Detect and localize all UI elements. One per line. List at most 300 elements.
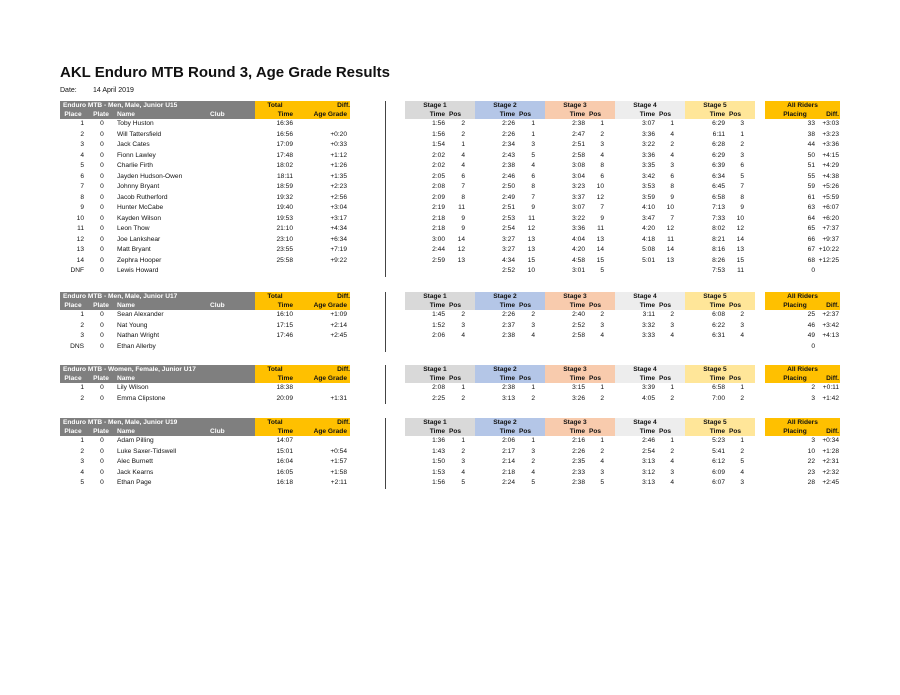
stage2-time-header: Time	[499, 375, 515, 382]
table-cell: 13	[76, 246, 84, 253]
table-row	[60, 161, 840, 172]
table-cell: 2:40	[572, 311, 585, 318]
stage2-time-header: Time	[499, 428, 515, 435]
time-header: Time	[277, 302, 293, 309]
table-cell: 0	[100, 235, 104, 243]
table-cell: 8:21	[712, 235, 725, 243]
table-cell: 19:32	[276, 193, 293, 201]
table-cell: 8:26	[712, 256, 725, 264]
table-cell: 16:10	[276, 311, 293, 318]
table-cell: Will Tattersfield	[117, 130, 162, 138]
table-row	[60, 321, 840, 332]
table-cell: 2	[600, 394, 604, 402]
table-cell: 3:53	[642, 183, 655, 190]
stage4-header: Stage 4	[633, 102, 657, 109]
plate-header: Plate	[93, 111, 109, 118]
table-cell: +3:17	[330, 214, 347, 222]
table-cell: 5	[461, 479, 465, 486]
total-header: Total	[267, 419, 283, 426]
table-cell: 7:33	[712, 214, 725, 222]
table-cell: Lily Wilson	[117, 384, 149, 391]
table-cell: 6	[80, 172, 84, 180]
results-section	[60, 101, 840, 277]
table-cell: 14	[666, 246, 674, 253]
stage4-time-header: Time	[639, 375, 655, 382]
stage4-pos-header: Pos	[658, 302, 672, 309]
table-cell: 2:51	[572, 141, 585, 148]
table-cell: 2:24	[502, 479, 515, 486]
table-cell: 2:46	[642, 437, 655, 444]
table-cell: +9:37	[822, 235, 839, 243]
table-cell: 14	[736, 235, 744, 243]
stage3-pos-header: Pos	[588, 302, 602, 309]
stage5-header: Stage 5	[703, 419, 727, 426]
table-cell: 1	[670, 437, 674, 444]
table-cell: 8:02	[712, 225, 725, 232]
table-cell: 13	[457, 256, 465, 264]
table-cell: 50	[807, 151, 815, 159]
diff-header: Diff.	[337, 293, 350, 300]
table-cell: 2:14	[502, 458, 515, 465]
table-cell: 3:11	[642, 311, 655, 318]
table-cell: 4	[80, 468, 84, 476]
table-cell: 1	[531, 437, 535, 444]
table-cell: 0	[100, 447, 104, 455]
table-cell: 6	[740, 162, 744, 169]
table-cell: 12	[527, 225, 535, 232]
table-row	[60, 478, 840, 489]
table-cell: 3	[740, 120, 744, 127]
table-cell: 2	[670, 141, 674, 148]
table-cell: 6:08	[712, 311, 725, 318]
table-cell: 0	[100, 321, 104, 329]
table-cell: +0:54	[330, 447, 347, 455]
stage3-time-header: Time	[569, 111, 585, 118]
table-cell: +2:45	[330, 332, 347, 339]
column-divider	[385, 365, 386, 404]
stage2-pos-header: Pos	[518, 302, 532, 309]
table-row	[60, 235, 840, 246]
placing-header: Placing	[783, 302, 807, 309]
table-cell: 2	[740, 141, 744, 148]
time-header: Time	[277, 111, 293, 118]
table-cell: 5:08	[642, 246, 655, 253]
table-cell: 14	[596, 246, 604, 253]
table-cell: 2:43	[502, 151, 515, 159]
table-cell: 6:28	[712, 141, 725, 148]
stage1-time-header: Time	[429, 111, 445, 118]
stage5-header: Stage 5	[703, 102, 727, 109]
table-cell: 21:10	[276, 225, 293, 232]
table-cell: DNS	[70, 342, 84, 350]
table-cell: 2:06	[502, 437, 515, 444]
table-cell: 2	[80, 447, 84, 455]
table-cell: 17:46	[276, 332, 293, 339]
table-cell: 6:22	[712, 321, 725, 329]
table-cell: 4	[80, 151, 84, 159]
stage3-time-header: Time	[569, 375, 585, 382]
table-cell: 2:18	[502, 468, 515, 476]
stage4-time-header: Time	[639, 302, 655, 309]
table-cell: 51	[807, 162, 815, 169]
table-cell: 17:48	[276, 151, 293, 159]
table-cell: 2:17	[502, 447, 515, 455]
table-cell: 3:39	[642, 384, 655, 391]
table-cell: Ethan Allerby	[117, 342, 156, 350]
table-cell: 12	[736, 225, 744, 232]
table-cell: 2:49	[502, 193, 515, 201]
table-cell: 2:26	[502, 120, 515, 127]
section-subheader-row	[60, 375, 840, 383]
name-header: Name	[117, 428, 135, 435]
all-riders-header: All Riders	[787, 366, 818, 373]
placing-header: Placing	[783, 375, 807, 382]
table-cell: +3:42	[822, 321, 839, 329]
table-cell: +5:26	[822, 183, 839, 190]
table-cell: +4:15	[822, 151, 839, 159]
table-row	[60, 245, 840, 256]
table-cell: 0	[100, 479, 104, 486]
table-cell: Jayden Hudson-Owen	[117, 172, 183, 180]
table-cell: +2:11	[330, 479, 347, 486]
table-cell: 3:27	[502, 246, 515, 253]
table-row	[60, 130, 840, 141]
table-cell: 3:59	[642, 193, 655, 201]
table-cell: 25	[807, 311, 815, 318]
stage5-time-header: Time	[709, 375, 725, 382]
table-cell: 2:44	[432, 246, 445, 253]
table-cell: +4:29	[822, 162, 839, 169]
table-cell: 2:38	[502, 332, 515, 339]
table-cell: +0:33	[330, 141, 347, 148]
table-cell: 2:58	[572, 332, 585, 339]
table-cell: 2:38	[502, 384, 515, 391]
table-cell: 5	[531, 151, 535, 159]
stage1-header: Stage 1	[423, 366, 447, 373]
table-cell: +3:36	[822, 141, 839, 148]
table-cell: 2:59	[432, 256, 445, 264]
table-cell: 11	[597, 225, 604, 232]
table-cell: +0:11	[822, 384, 839, 391]
table-cell: 0	[100, 394, 104, 402]
table-cell: 3:37	[572, 193, 585, 201]
table-cell: Jack Cates	[117, 141, 150, 148]
table-cell: 2	[670, 447, 674, 455]
results-section	[60, 418, 840, 489]
table-cell: 2:26	[502, 311, 515, 318]
table-cell: 10	[596, 183, 604, 190]
table-cell: 16:18	[276, 479, 293, 486]
table-cell: 25:58	[276, 256, 293, 264]
table-cell: Kayden Wilson	[117, 214, 161, 222]
all-diff-header: Diff.	[826, 428, 839, 435]
table-cell: 6:29	[712, 120, 725, 127]
table-cell: 0	[100, 437, 104, 444]
table-cell: 18:59	[276, 183, 293, 190]
table-cell: +1:12	[330, 151, 347, 159]
table-cell: 0	[100, 130, 104, 138]
table-row	[60, 436, 840, 447]
table-cell: 3	[670, 321, 674, 329]
table-cell: 3:22	[642, 141, 655, 148]
table-cell: Nat Young	[117, 321, 148, 329]
table-cell: 23:55	[276, 246, 293, 253]
table-cell: +1:09	[330, 311, 347, 318]
column-divider	[385, 101, 386, 277]
table-cell: 12	[457, 246, 465, 253]
table-cell: 2:50	[502, 183, 515, 190]
table-cell: 3:07	[642, 120, 655, 127]
all-riders-header: All Riders	[787, 419, 818, 426]
age-grade-header: Age Grade	[313, 428, 347, 435]
table-cell: 5	[531, 479, 535, 486]
table-cell: 3:23	[572, 183, 585, 190]
table-cell: Nathan Wright	[117, 332, 160, 339]
table-cell: 46	[807, 321, 815, 329]
table-cell: Hunter McCabe	[117, 204, 164, 211]
stage1-header: Stage 1	[423, 293, 447, 300]
table-row	[60, 266, 840, 277]
table-cell: 2:06	[432, 332, 445, 339]
date-value: 14 April 2019	[93, 87, 134, 94]
table-row	[60, 151, 840, 162]
table-cell: Alec Burnett	[117, 458, 153, 465]
table-cell: 4:34	[502, 256, 515, 264]
table-cell: 3:36	[572, 225, 585, 232]
table-cell: +2:45	[822, 479, 839, 486]
table-cell: 9	[80, 204, 84, 211]
table-cell: 3:15	[572, 384, 585, 391]
table-cell: +4:13	[822, 332, 839, 339]
table-cell: 4	[461, 332, 465, 339]
table-cell: Zephra Hooper	[117, 256, 162, 264]
table-cell: +4:34	[330, 225, 347, 232]
stage2-header: Stage 2	[493, 102, 517, 109]
table-cell: 0	[811, 342, 815, 350]
table-cell: 13	[666, 256, 674, 264]
table-cell: 2:26	[502, 130, 515, 138]
table-cell: 4	[670, 458, 674, 465]
table-cell: +6:20	[822, 214, 839, 222]
total-header: Total	[267, 366, 283, 373]
table-cell: 3:35	[642, 162, 655, 169]
table-cell: 3:22	[572, 214, 585, 222]
table-cell: 2:33	[572, 468, 585, 476]
table-cell: 16:36	[276, 120, 293, 127]
table-cell: 3:13	[642, 458, 655, 465]
table-cell: 2:26	[572, 447, 585, 455]
table-cell: 2	[600, 447, 604, 455]
stage5-time-header: Time	[709, 302, 725, 309]
table-cell: 3	[461, 321, 465, 329]
table-cell: 2	[531, 458, 535, 465]
table-cell: +6:07	[822, 204, 839, 211]
table-cell: 4:04	[572, 235, 585, 243]
stage3-header: Stage 3	[563, 366, 587, 373]
table-cell: 2	[461, 120, 465, 127]
place-header: Place	[64, 111, 82, 118]
table-cell: 4	[461, 151, 465, 159]
stage2-time-header: Time	[499, 302, 515, 309]
table-cell: 15:01	[276, 447, 293, 455]
plate-header: Plate	[93, 375, 109, 382]
table-cell: +1:57	[330, 458, 347, 465]
table-cell: Matt Bryant	[117, 246, 151, 253]
table-cell: 1	[600, 437, 604, 444]
table-cell: 7	[740, 183, 744, 190]
section-subheader-row	[60, 111, 840, 119]
section-header-row	[60, 365, 840, 375]
table-cell: 5	[600, 479, 604, 486]
table-row	[60, 140, 840, 151]
table-cell: 0	[100, 204, 104, 211]
table-cell: 1	[600, 120, 604, 127]
table-cell: 0	[100, 468, 104, 476]
table-cell: 38	[807, 130, 815, 138]
table-cell: 0	[100, 458, 104, 465]
table-cell: 16:56	[276, 130, 293, 138]
table-cell: 2	[80, 394, 84, 402]
table-cell: 2	[740, 394, 744, 402]
section-header-row	[60, 418, 840, 428]
table-cell: 2:18	[432, 225, 445, 232]
table-cell: 4	[670, 479, 674, 486]
club-header: Club	[210, 111, 225, 118]
table-cell: Charlie Firth	[117, 162, 153, 169]
table-cell: 20:09	[276, 394, 293, 402]
table-cell: 0	[100, 246, 104, 253]
table-cell: 1	[80, 384, 84, 391]
table-row	[60, 119, 840, 130]
table-cell: 4:10	[642, 204, 655, 211]
table-cell: 6:58	[712, 384, 725, 391]
table-cell: 5	[600, 267, 604, 274]
table-cell: +6:34	[330, 235, 347, 243]
table-cell: 9	[670, 193, 674, 201]
table-cell: 1	[670, 120, 674, 127]
table-cell: 1	[461, 141, 465, 148]
table-cell: 6:34	[712, 172, 725, 180]
stage5-pos-header: Pos	[728, 302, 742, 309]
results-section	[60, 365, 840, 404]
table-cell: 3	[531, 141, 535, 148]
table-row	[60, 468, 840, 479]
all-diff-header: Diff.	[826, 302, 839, 309]
table-cell: 6	[461, 172, 465, 180]
table-cell: 0	[100, 162, 104, 169]
table-cell: 2:54	[502, 225, 515, 232]
stage4-header: Stage 4	[633, 419, 657, 426]
table-cell: 3:26	[572, 394, 585, 402]
table-cell: 49	[807, 332, 815, 339]
table-cell: 2:19	[432, 204, 445, 211]
table-cell: 3	[600, 468, 604, 476]
table-cell: 1	[80, 437, 84, 444]
table-cell: 64	[807, 214, 815, 222]
table-cell: 2	[531, 311, 535, 318]
table-cell: 3	[740, 321, 744, 329]
stage3-header: Stage 3	[563, 419, 587, 426]
table-row	[60, 182, 840, 193]
table-cell: 6	[600, 172, 604, 180]
table-cell: Fionn Lawley	[117, 151, 156, 159]
table-cell: 3:27	[502, 235, 515, 243]
table-cell: 0	[100, 151, 104, 159]
table-cell: 5	[80, 479, 84, 486]
table-cell: 23	[807, 468, 815, 476]
table-row	[60, 256, 840, 267]
table-cell: DNF	[70, 267, 84, 274]
table-cell: 2	[531, 394, 535, 402]
table-cell: +1:35	[330, 172, 347, 180]
table-row	[60, 383, 840, 394]
table-cell: 7	[670, 214, 674, 222]
table-cell: 28	[807, 479, 815, 486]
table-cell: 8	[461, 193, 465, 201]
table-cell: 3	[80, 458, 84, 465]
table-cell: 1:53	[432, 468, 445, 476]
club-header: Club	[210, 302, 225, 309]
table-cell: 44	[807, 141, 815, 148]
table-cell: 2:08	[432, 384, 445, 391]
table-cell: Leon Thow	[117, 225, 150, 232]
table-cell: 2:54	[642, 447, 655, 455]
section-subheader-row	[60, 428, 840, 436]
table-row	[60, 172, 840, 183]
table-cell: 2:02	[432, 162, 445, 169]
table-cell: 4	[670, 332, 674, 339]
table-cell: Ethan Page	[117, 479, 152, 486]
table-cell: 0	[100, 120, 104, 127]
table-cell: 2:52	[572, 321, 585, 329]
table-cell: 3	[670, 162, 674, 169]
table-cell: Jack Kearns	[117, 468, 154, 476]
time-header: Time	[277, 428, 293, 435]
table-cell: 22	[807, 458, 815, 465]
table-cell: 61	[807, 193, 815, 201]
table-cell: 12	[596, 193, 604, 201]
name-header: Name	[117, 111, 135, 118]
table-cell: 7:13	[712, 204, 725, 211]
table-cell: 2:38	[572, 120, 585, 127]
table-cell: +1:28	[822, 447, 839, 455]
table-cell: 13	[596, 235, 604, 243]
table-row	[60, 193, 840, 204]
table-cell: 1:50	[432, 458, 445, 465]
stage2-header: Stage 2	[493, 366, 517, 373]
stage3-pos-header: Pos	[588, 375, 602, 382]
stage1-time-header: Time	[429, 428, 445, 435]
stage4-time-header: Time	[639, 428, 655, 435]
table-cell: 3:04	[572, 172, 585, 180]
table-cell: 2:46	[502, 172, 515, 180]
table-cell: 68	[807, 256, 815, 264]
table-cell: 10	[527, 267, 535, 274]
table-cell: 2:37	[502, 321, 515, 329]
stage3-time-header: Time	[569, 428, 585, 435]
table-cell: 13	[527, 246, 535, 253]
table-cell: 0	[100, 172, 104, 180]
stage2-time-header: Time	[499, 111, 515, 118]
table-cell: +10:22	[818, 246, 839, 253]
table-cell: 3	[811, 437, 815, 444]
place-header: Place	[64, 302, 82, 309]
table-cell: 14	[457, 235, 465, 243]
place-header: Place	[64, 428, 82, 435]
table-cell: 1:56	[432, 120, 445, 127]
table-cell: 9	[461, 225, 465, 232]
table-cell: 0	[100, 214, 104, 222]
